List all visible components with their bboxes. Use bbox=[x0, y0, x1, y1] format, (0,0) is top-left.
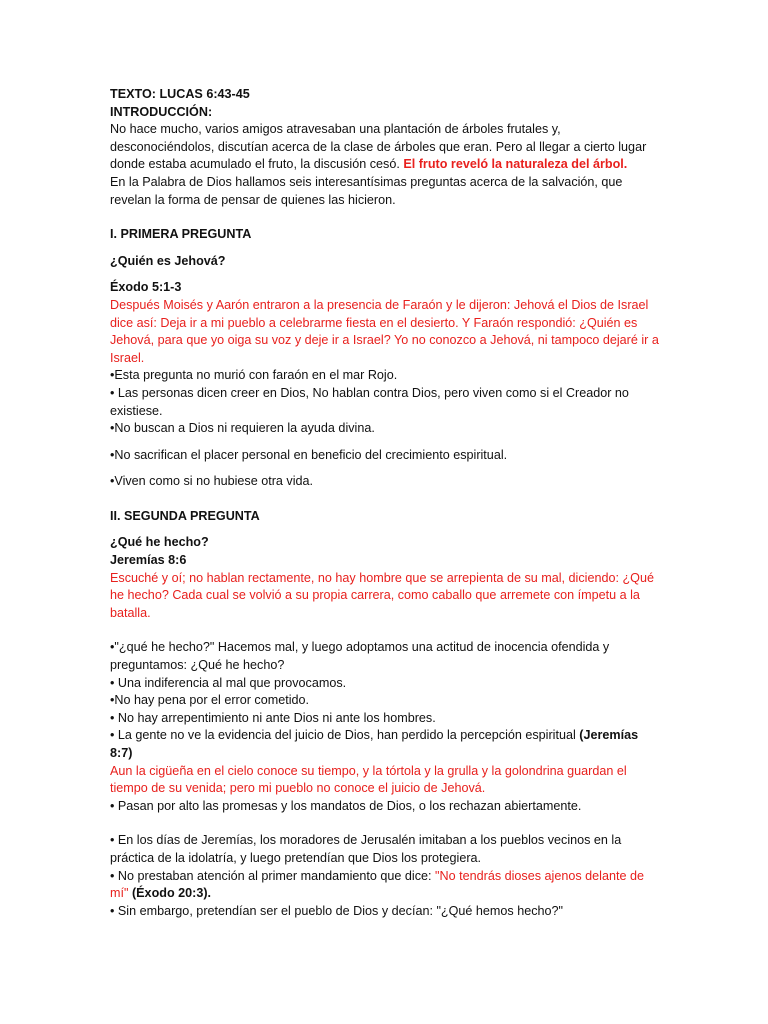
section-2-verse-2: Aun la cigüeña en el cielo conoce su tiempo, y la tórtola y la grulla y la golondrina guardan el tiempo de su venida; pero mi pueblo no conoce el juicio de Jehová. bbox=[110, 763, 627, 796]
bullet-item: •No sacrifican el placer personal en beneficio del crecimiento espiritual. bbox=[110, 447, 508, 462]
bullet-item: •Esta pregunta no murió con faraón en el mar Rojo. bbox=[110, 368, 398, 383]
bullet-item: •"¿qué he hecho?" Hacemos mal, y luego adoptamos una actitud de inocencia ofendida y preguntamos: ¿Qué he hecho? bbox=[110, 640, 610, 673]
intro-heading: INTRODUCCIÓN: bbox=[110, 104, 213, 119]
bullet-item bbox=[110, 868, 662, 903]
document-content bbox=[110, 86, 662, 920]
section-2-heading: II. SEGUNDA PREGUNTA bbox=[110, 508, 260, 523]
bullet-item: • Las personas dicen creer en Dios, No hablan contra Dios, pero viven como si el Creador no existiese. bbox=[110, 385, 629, 418]
bullet-reference: (Éxodo 20:3). bbox=[128, 886, 212, 901]
bullet-item: • Pasan por alto las promesas y los mandatos de Dios, o los rechazan abiertamente. bbox=[110, 798, 582, 813]
bullet-item: • No hay arrepentimiento ni ante Dios ni ante los hombres. bbox=[110, 710, 436, 725]
bullet-item: • En los días de Jeremías, los moradores de Jerusalén imitaban a los pueblos vecinos en la práctica de la idolatría, y luego pretendían que Dios los protegiera. bbox=[110, 833, 622, 865]
section-2-reference: Jeremías 8:6 bbox=[110, 553, 187, 568]
bullet-item bbox=[110, 727, 662, 762]
section-2-verse: Escuché y oí; no hablan rectamente, no hay hombre que se arrepienta de su mal, diciendo: ¿Qué he hecho? Cada cual se volvió a su propia carrera, como caballo que arremete con ímpetu a la batalla. bbox=[110, 570, 654, 620]
bullet-item: •No hay pena por el error cometido. bbox=[110, 693, 310, 708]
bullet-text: • La gente no ve la evidencia del juicio de Dios, han perdido la percepción espiritual bbox=[110, 728, 580, 743]
intro-paragraph-2: En la Palabra de Dios hallamos seis interesantísimas preguntas acerca de la salvación, que revelan la forma de pensar de quienes las hicieron. bbox=[110, 174, 623, 207]
section-1-reference: Éxodo 5:1-3 bbox=[110, 280, 182, 295]
section-1-verse: Después Moisés y Aarón entraron a la presencia de Faraón y le dijeron: Jehová el Dios de Israel dice así: Deja ir a mi pueblo a celebrarme fiesta en el desierto. Y Faraón respondió: ¿Quién es Jehová, para que yo oiga su voz y deje ir a Israel? Yo no conozco a Jehová, ni tampoco dejaré ir a Israel. bbox=[110, 297, 659, 365]
bullet-reference: (Jeremías 8:7) bbox=[110, 728, 639, 760]
text-reference: TEXTO: LUCAS 6:43-45 bbox=[110, 87, 250, 101]
bullet-item: • Sin embargo, pretendían ser el pueblo de Dios y decían: "¿Qué hemos hecho?" bbox=[110, 903, 563, 918]
bullet-item: • Una indiferencia al mal que provocamos. bbox=[110, 675, 347, 690]
intro-paragraph bbox=[110, 121, 662, 174]
section-1-question: ¿Quién es Jehová? bbox=[110, 253, 226, 268]
intro-highlight: El fruto reveló la naturaleza del árbol. bbox=[403, 157, 628, 172]
bullet-text: • No prestaban atención al primer mandamiento que dice: bbox=[110, 868, 436, 883]
bullet-item: •Viven como si no hubiese otra vida. bbox=[110, 474, 313, 489]
intro-text: No hace mucho, varios amigos atravesaban una plantación de árboles frutales y, desconociéndolos, discutían acerca de la clase de árboles que eran. Pero al llegar a cierto lugar donde estaba acumulado el fruto, la discusión cesó. bbox=[110, 122, 647, 172]
section-2-question: ¿Qué he hecho? bbox=[110, 535, 209, 550]
bullet-item: •No buscan a Dios ni requieren la ayuda divina. bbox=[110, 421, 375, 436]
bullet-quote: "No tendrás dioses ajenos delante de mí" bbox=[110, 868, 644, 901]
section-1-heading: I. PRIMERA PREGUNTA bbox=[110, 227, 252, 242]
